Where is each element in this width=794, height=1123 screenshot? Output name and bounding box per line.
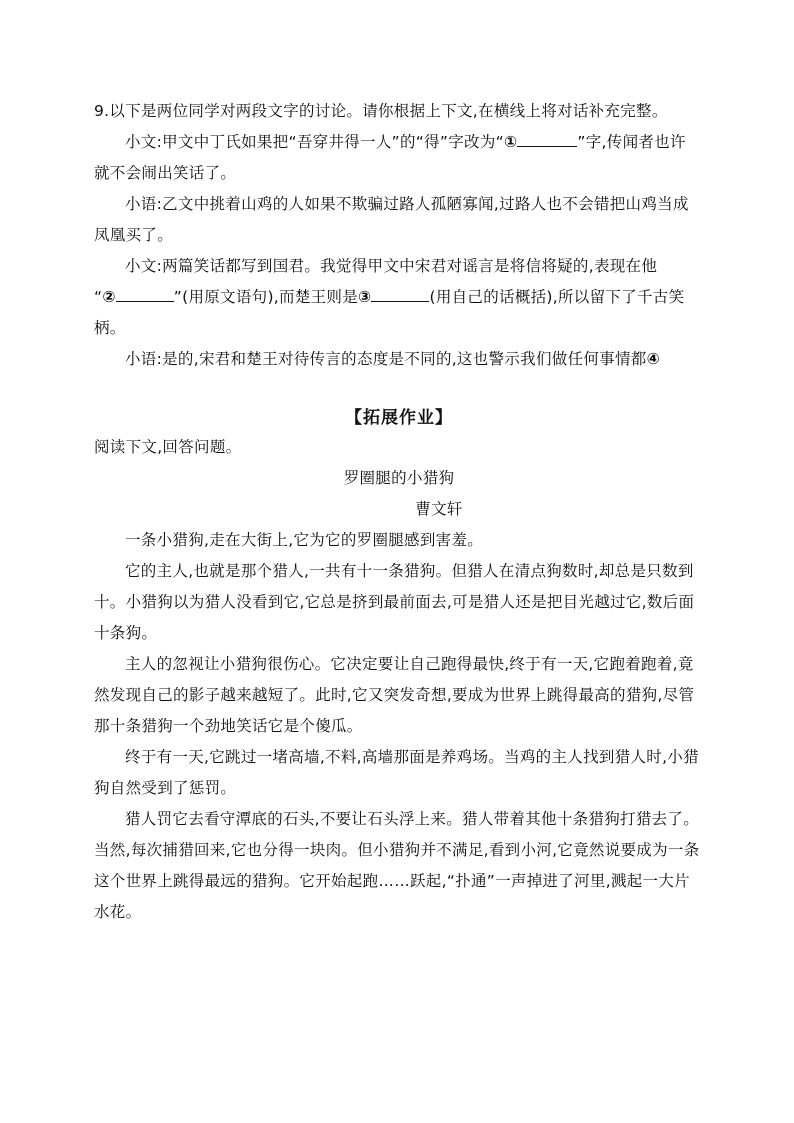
story-line: 然发现自己的影子越来越短了。此时,它又突发奇想,要成为世界上跳得最高的猎狗,尽管 (94, 686, 695, 704)
dialogue-text: 小语:是的,宋君和楚王对待传言的态度是不同的,这也警示我们做任何事情都 (125, 350, 647, 368)
dialogue-xiaoyu-1: 小语:乙文中挑着山鸡的人如果不欺骗过路人孤陋寡闻,过路人也不会错把山鸡当成 (125, 195, 689, 213)
story-line: 狗自然受到了惩罚。 (94, 779, 237, 797)
dialogue-xiaoyu-2 (94, 344, 704, 375)
document-page (94, 96, 704, 928)
story-line: 一条小猎狗,走在大街上,它为它的罗圈腿感到害羞。 (125, 531, 484, 549)
story-line: 这个世界上跳得最远的猎狗。它开始起跑……跃起,“扑通”一声掉进了河里,溅起一大片 (94, 872, 690, 890)
dialogue-xiaowen-1-cont: 就不会闹出笑话了。 (94, 164, 237, 182)
section-heading: 【拓展作业】 (345, 408, 453, 428)
story-line: 水花。 (94, 903, 142, 921)
dialogue-xiaowen-2: 小文:两篇笑话都写到国君。我觉得甲文中宋君对谣言是将信将疑的,表现在他 (125, 257, 658, 275)
story-line: 主人的忽视让小猎狗很伤心。它决定要让自己跑得最快,终于有一天,它跑着跑着,竟 (125, 655, 694, 673)
dialogue-xiaowen-2-cont (94, 282, 704, 313)
story-line: 猎人罚它去看守潭底的石头,不要让石头浮上来。猎人带着其他十条猎狗打猎去了。 (125, 810, 700, 828)
story-body (94, 525, 704, 928)
dialogue-text: ”字,传闻者也许 (577, 133, 686, 151)
dialogue-text: 小文:甲文中丁氏如果把“吾穿井得一人”的“得”字改为“ (125, 133, 504, 151)
dialogue-xiaowen-1 (94, 127, 704, 158)
story-line: 那十条猎狗一个劲地笑话它是个傻瓜。 (94, 717, 363, 735)
dialogue-text: ”(用原文语句),而楚王则是 (173, 288, 359, 306)
story-author: 曹文轩 (415, 500, 463, 518)
answer-blank-3[interactable] (371, 287, 429, 302)
blank-number-1: ① (503, 133, 518, 151)
dialogue-xiaowen-2-end: 柄。 (94, 319, 126, 337)
story-line: 十。小猎狗以为猎人没看到它,它总是挤到最前面去,可是猎人还是把目光越过它,数后面 (94, 593, 695, 611)
story-title: 罗圈腿的小猎狗 (343, 469, 455, 487)
dialogue-text: (用自己的话概括),所以留下了千古笑 (429, 288, 685, 306)
story-line: 当然,每次捕猎回来,它也分得一块肉。但小猎狗并不满足,看到小河,它竟然说要成为一条 (94, 841, 700, 859)
story-line: 十条狗。 (94, 624, 158, 642)
dialogue-xiaoyu-1-cont: 凤凰买了。 (94, 226, 174, 244)
answer-blank-2[interactable] (116, 287, 174, 302)
blank-number-3: ③ (358, 288, 372, 306)
question-prompt: 9.以下是两位同学对两段文字的讨论。请你根据上下文,在横线上将对话补充完整。 (94, 102, 668, 120)
blank-number-2: ② (102, 288, 116, 306)
reading-instruction: 阅读下文,回答问题。 (94, 438, 242, 456)
blank-number-4: ④ (646, 350, 661, 368)
answer-blank-1[interactable] (517, 132, 577, 147)
dialogue-text: “ (94, 288, 103, 306)
story-line: 它的主人,也就是那个猎人,一共有十一条猎狗。但猎人在清点狗数时,却总是只数到 (125, 562, 694, 580)
story-line: 终于有一天,它跳过一堵高墙,不料,高墙那面是养鸡场。当鸡的主人找到猎人时,小猎 (125, 748, 699, 766)
